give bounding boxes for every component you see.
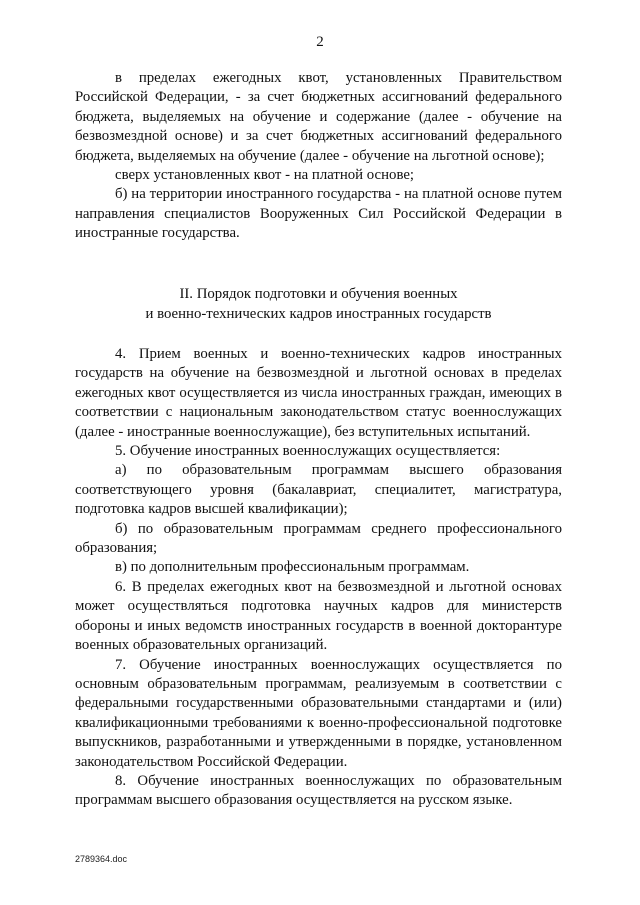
paragraph-item-5c: в) по дополнительным профессиональным программам. (115, 559, 470, 576)
paragraph-item-4: 4. Прием военных и военно-технических кадров иностранных государств на обучение на безвозмездной и льготной основах в пределах ежегодных квот осуществляется из числа иностранных граждан, имеющих в соответствии с национальным законодательством статус военнослужащих (далее - иностранные военнослужащие), без вступительных испытаний. (75, 346, 562, 440)
paragraph-item-5a: а) по образовательным программам высшего образования соответствующего уровня (бакалавриат, специалитет, магистратура, подготовка кадров высшей квалификации); (75, 462, 562, 518)
paragraph-item-7: 7. Обучение иностранных военнослужащих осуществляется по основным образовательным программам, реализуемым в соответствии с федеральными государственными образовательными стандартами и (или) квалификационными требованиями к военно-профессиональной подготовке выпускников, разработанными и утвержденными в порядке, установленном законодательством Российской Федерации. (75, 656, 562, 770)
paragraph-quota-budget: в пределах ежегодных квот, установленных Правительством Российской Федерации, - за счет бюджетных ассигнований федерального бюджета, выделяемых на обучение и содержание (далее - обучение на безвозмездной основе) и за счет бюджетных ассигнований федерального бюджета, выделяемых на обучение (далее - обучение на льготной основе); (75, 70, 562, 164)
paragraph-item-5: 5. Обучение иностранных военнослужащих осуществляется: (115, 443, 501, 460)
section-heading-line-1: II. Порядок подготовки и обучения военных (179, 286, 458, 302)
section-heading-line-2: и военно-технических кадров иностранных государств (145, 305, 492, 322)
paragraph-item-5b: б) по образовательным программам среднего профессионального образования; (75, 520, 562, 557)
page-number: 2 (316, 34, 324, 50)
main-block (75, 345, 562, 811)
paragraph-item-6: 6. В пределах ежегодных квот на безвозмездной и льготной основах может осуществляться подготовка научных кадров для министерств обороны и иных ведомств иностранных государств в военной докторантуре военных образовательных организаций. (75, 578, 562, 654)
section-heading (75, 285, 562, 324)
intro-block (75, 69, 562, 244)
paragraph-abroad: б) на территории иностранного государства - на платной основе путем направления специалистов Вооруженных Сил Российской Федерации в иностранные государства. (75, 186, 562, 242)
paragraph-paid-basis: сверх установленных квот - на платной основе; (115, 167, 415, 184)
paragraph-item-8: 8. Обучение иностранных военнослужащих по образовательным программам высшего образования осуществляется на русском языке. (75, 772, 562, 809)
footer-filename: 2789364.doc (75, 854, 128, 864)
